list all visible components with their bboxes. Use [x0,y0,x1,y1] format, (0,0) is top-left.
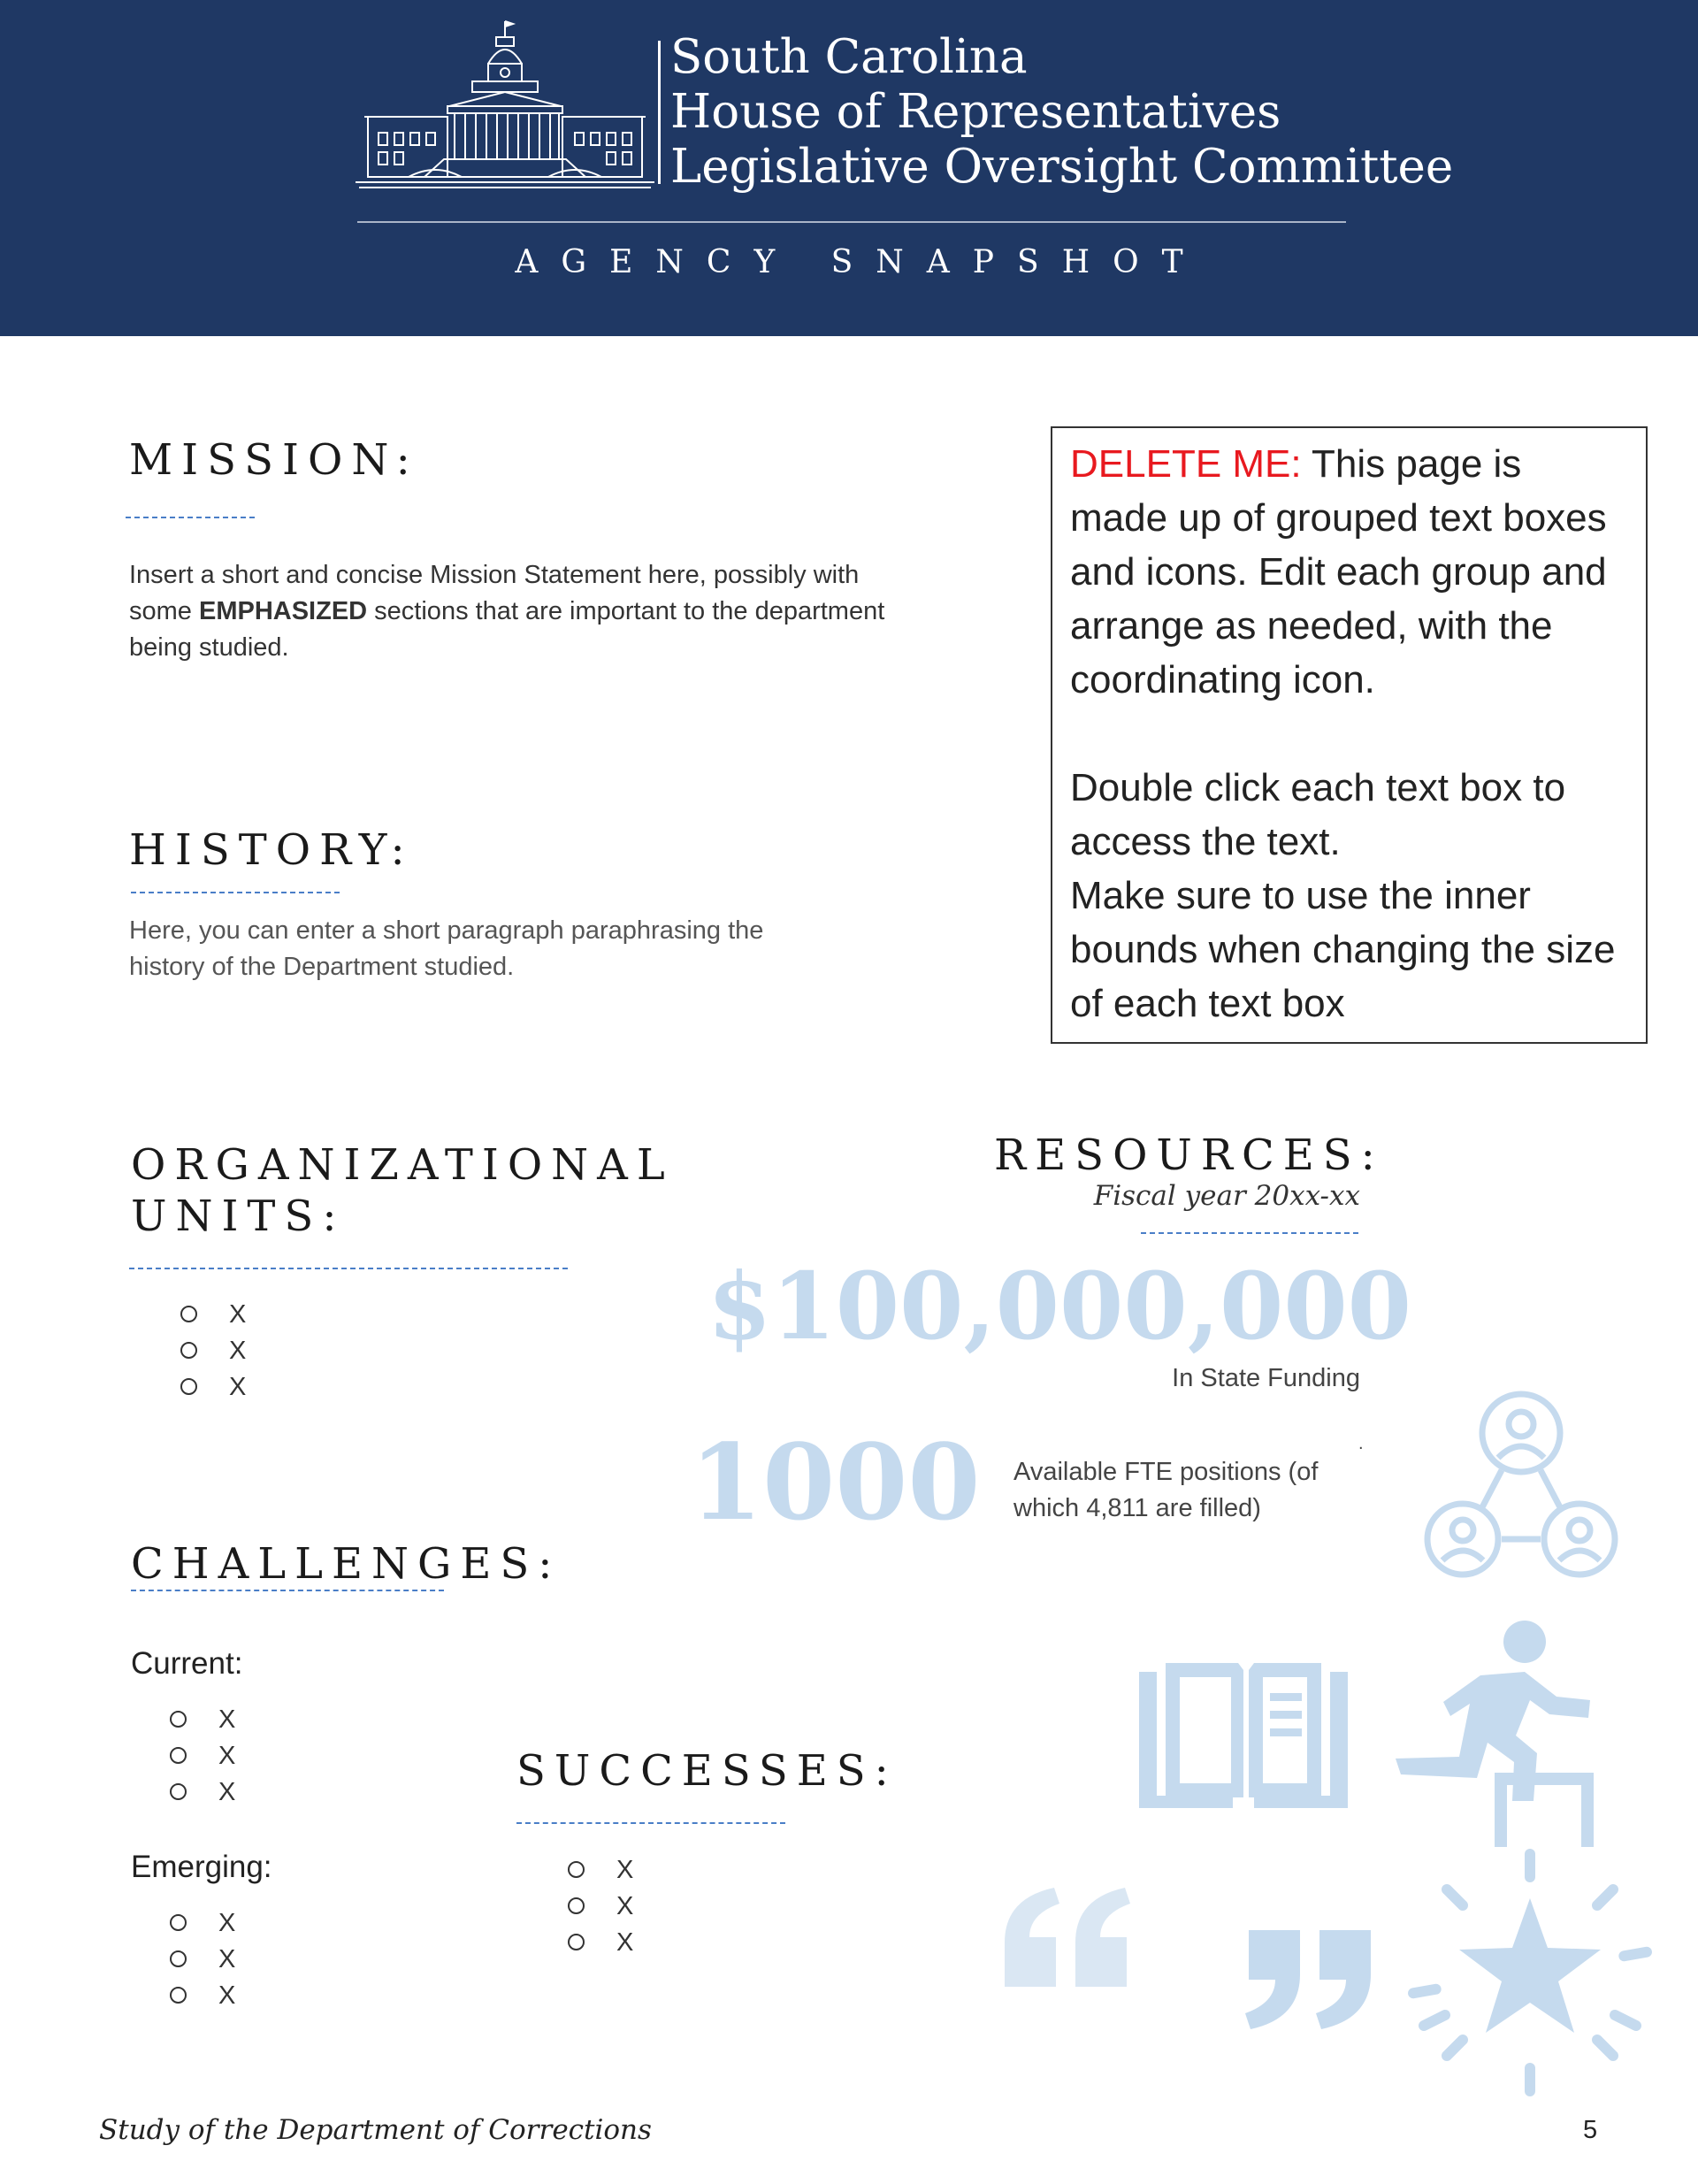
note-paragraph [1070,437,1628,707]
close-quote-icon [1243,1930,1371,2029]
open-quote-icon [1005,1888,1132,1987]
footer-title: Study of the Department of Corrections [99,2114,652,2146]
history-underline [131,892,340,893]
people-network-icon [1424,1385,1618,1580]
history-text: Here, you can enter a short paragraph paraphrasing the history of the Department studied. [129,916,764,981]
mission-emphasis: EMPHASIZED [198,597,368,625]
mission-underline [126,517,255,518]
note-label: DELETE ME: [1070,442,1302,486]
hurdle-runner-icon [1392,1619,1597,1847]
resources-heading: RESOURCES: [994,1130,1384,1180]
header-title [670,30,1453,195]
list-item: X [180,1333,246,1369]
challenges-underline [131,1590,444,1591]
emerging-label: Emerging: [131,1850,272,1884]
list-item: X [170,1942,235,1978]
header-title-line: Legislative Oversight Committee [670,140,1454,194]
current-label: Current: [131,1646,243,1681]
header-divider [658,41,661,184]
resources-underline [1141,1232,1358,1234]
successes-heading: SUCCESSES: [516,1746,898,1796]
note-text: This page is made up of grouped text boxes and icons. Edit each group and arrange as needed, with the coordinating icon. [1070,442,1607,701]
org-units-list [180,1297,246,1406]
header-subtitle: AGENCY SNAPSHOT [515,244,1206,280]
mission-heading: MISSION: [129,435,419,485]
mission-text-part: Insert a short and concise Mission Statement here, possibly with some [129,561,860,625]
fte-label: Available FTE positions (of which 4,811 are filled) [1013,1458,1319,1522]
page-number: 5 [1583,2116,1598,2144]
note-text: Make sure to use the inner bounds when changing the size of each text box [1070,874,1616,1025]
list-item: X [180,1369,246,1406]
list-item: X [170,1905,235,1942]
mission-text [129,557,907,666]
challenges-heading: CHALLENGES: [131,1539,562,1589]
org-units-heading-line: UNITS: [131,1192,346,1241]
book-icon [1139,1663,1348,1815]
org-units-heading-line: ORGANIZATIONAL [131,1140,674,1190]
header-title-line: House of Representatives [670,85,1281,139]
fte-number: 1000 [690,1421,981,1544]
funding-label: In State Funding [1172,1364,1360,1392]
list-item: X [568,1925,633,1961]
capitol-building-icon [356,18,654,191]
list-item: X [170,1702,235,1738]
stray-dot: . [1358,1434,1364,1453]
history-heading: HISTORY: [129,825,414,875]
list-item: X [568,1889,633,1925]
emerging-challenges-list [170,1905,235,2014]
list-item: X [170,1738,235,1774]
list-item: X [568,1852,633,1889]
header-rule [357,221,1346,223]
instruction-note-box[interactable] [1051,426,1648,1044]
note-text: Double click each text box to access the text. [1070,766,1566,863]
org-units-heading [131,1139,674,1242]
current-challenges-list [170,1702,235,1811]
fiscal-year-label: Fiscal year 20xx-xx [1093,1180,1360,1212]
list-item: X [180,1297,246,1333]
list-item: X [170,1978,235,2014]
star-burst-icon [1406,1849,1654,2096]
header-title-line: South Carolina [670,30,1028,84]
org-units-underline [129,1268,568,1269]
mission-text-part: sections that are important to the department being studied. [129,597,885,662]
successes-underline [516,1822,785,1824]
list-item: X [170,1774,235,1811]
funding-amount: $100,000,000 [708,1252,1412,1360]
successes-list [568,1852,633,1961]
